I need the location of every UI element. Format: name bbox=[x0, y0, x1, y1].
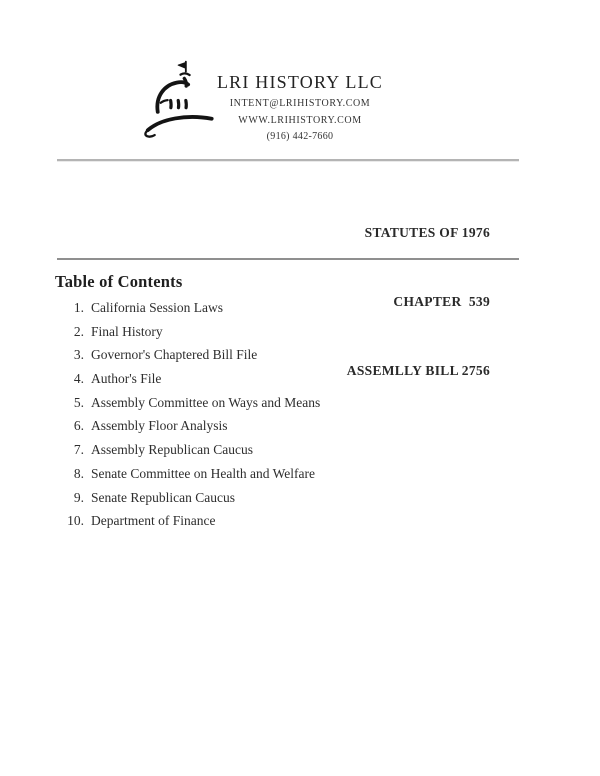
toc-item-number: 7. bbox=[73, 442, 84, 458]
toc-item-label: Senate Republican Caucus bbox=[91, 489, 235, 505]
toc-item-number: 9. bbox=[73, 489, 84, 505]
toc-item bbox=[0, 325, 600, 340]
company-phone: (916) 442-7660 bbox=[266, 131, 334, 142]
toc-item-label: Department of Finance bbox=[91, 513, 216, 529]
toc-item bbox=[0, 491, 600, 506]
horizontal-rule-bottom bbox=[57, 258, 519, 260]
toc-item-number: 5. bbox=[73, 394, 84, 410]
toc-item-number: 8. bbox=[73, 465, 84, 481]
toc-item bbox=[0, 514, 600, 529]
horizontal-rule-top bbox=[57, 159, 519, 161]
toc-item-number: 1. bbox=[73, 300, 84, 315]
toc-item bbox=[0, 372, 600, 387]
toc-item bbox=[0, 467, 600, 482]
toc-title: Table of Contents bbox=[55, 272, 183, 291]
toc-item bbox=[0, 396, 600, 411]
statutes-line: STATUTES OF 1976 bbox=[364, 225, 490, 240]
toc-item-label: Governor's Chaptered Bill File bbox=[91, 347, 258, 363]
toc-list bbox=[0, 301, 600, 538]
toc-item bbox=[0, 301, 600, 316]
toc-item-number: 10. bbox=[67, 513, 84, 529]
toc-item-label: Author's File bbox=[91, 371, 162, 387]
toc-item-label: Senate Committee on Health and Welfare bbox=[91, 465, 315, 481]
company-name: LRI HISTORY LLC bbox=[216, 72, 383, 92]
toc-item-label: Assembly Floor Analysis bbox=[91, 418, 228, 434]
toc-item-number: 3. bbox=[73, 347, 84, 363]
toc-item bbox=[0, 443, 600, 458]
toc-item-number: 6. bbox=[73, 418, 84, 434]
toc-item bbox=[0, 348, 600, 363]
toc-item-number: 2. bbox=[73, 323, 84, 339]
toc-item-label: Final History bbox=[91, 323, 163, 339]
company-email: INTENT@LRIHISTORY.COM bbox=[229, 98, 371, 109]
toc-item-label: California Session Laws bbox=[91, 300, 223, 315]
toc-item-number: 4. bbox=[73, 371, 84, 387]
toc-item bbox=[0, 419, 600, 434]
company-website: WWW.LRIHISTORY.COM bbox=[238, 114, 362, 126]
toc-item-label: Assembly Committee on Ways and Means bbox=[91, 394, 321, 410]
chapter-line: CHAPTER 539 bbox=[393, 294, 490, 309]
assembly-bill-line: ASSEMLLY BILL 2756 bbox=[346, 363, 490, 378]
toc-item-label: Assembly Republican Caucus bbox=[91, 442, 253, 458]
